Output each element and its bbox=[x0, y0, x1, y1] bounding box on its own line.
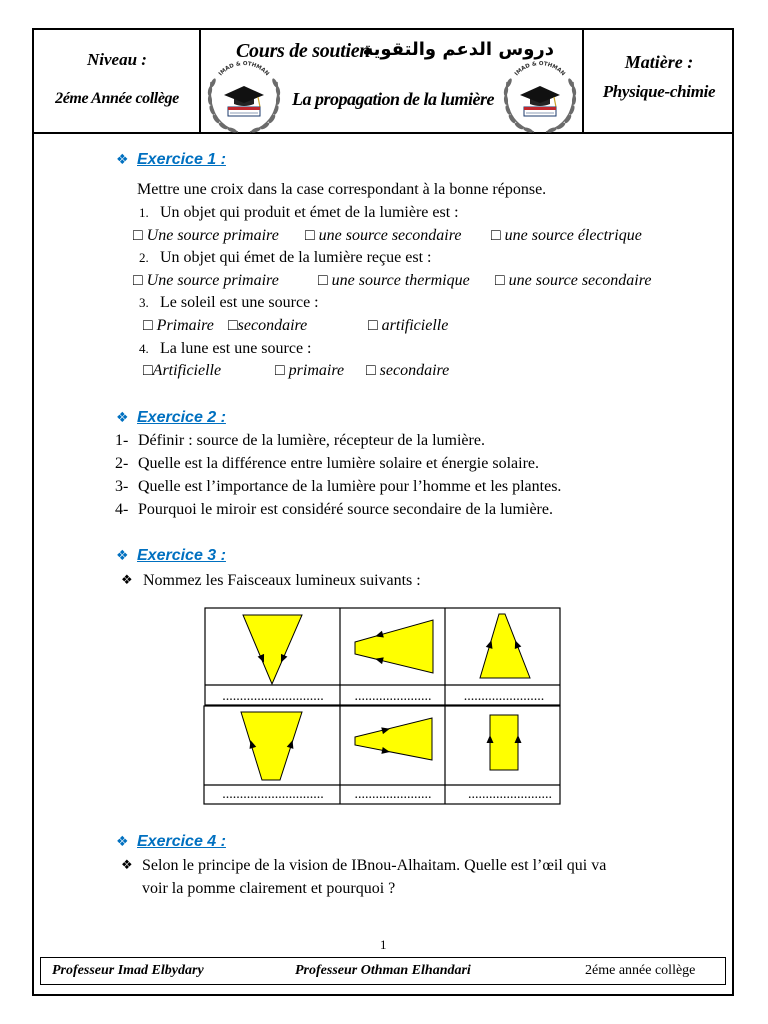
book-icon bbox=[524, 107, 556, 116]
diamond-bullet-icon: ❖ bbox=[121, 858, 133, 873]
exercise-2-title: Exercice 2 : bbox=[137, 409, 226, 426]
converging-beam-left bbox=[355, 620, 433, 673]
question-number: 4. bbox=[139, 341, 149, 356]
answer-blank: ...................... bbox=[354, 787, 432, 802]
logo-lettering: IMAD & OTHMAN bbox=[513, 61, 567, 78]
footer-level: 2éme année collège bbox=[585, 963, 696, 978]
book-icon bbox=[228, 107, 260, 116]
diamond-bullet-icon: ❖ bbox=[116, 834, 129, 850]
lesson-title: La propagation de la lumière bbox=[292, 89, 494, 109]
question-number: 1. bbox=[139, 205, 149, 220]
diamond-bullet-icon: ❖ bbox=[116, 410, 129, 426]
graduation-cap-icon bbox=[224, 86, 264, 107]
item-text: Définir : source de la lumière, récepteur de la lumière. bbox=[138, 432, 485, 449]
level-value: 2éme Année collège bbox=[55, 90, 179, 107]
exercise-1-instruction: Mettre une croix dans la case correspondant à la bonne réponse. bbox=[137, 181, 547, 198]
item-number: 1- bbox=[115, 432, 129, 449]
school-logo-right bbox=[499, 58, 581, 134]
answer-blank: ............................. bbox=[222, 689, 324, 704]
parallel-beam-up bbox=[490, 715, 518, 770]
school-logo-left bbox=[203, 58, 285, 134]
exercise-1-title: Exercice 1 : bbox=[137, 151, 226, 168]
answer-option: □Artificielle bbox=[143, 362, 222, 379]
light-beam-table bbox=[198, 600, 568, 810]
answer-option: □ une source secondaire bbox=[305, 227, 462, 244]
answer-blank: ........................ bbox=[468, 787, 552, 802]
diamond-bullet-icon: ❖ bbox=[116, 548, 129, 564]
graduation-cap-icon bbox=[520, 86, 560, 107]
exercise-4-question-line: voir la pomme clairement et pourquoi ? bbox=[142, 880, 396, 897]
answer-option: □ Une source primaire bbox=[133, 272, 279, 289]
page-number: 1 bbox=[380, 937, 387, 952]
question-text: Un objet qui émet de la lumière reçue est : bbox=[160, 249, 432, 266]
answer-option: □secondaire bbox=[228, 317, 308, 334]
course-title-arabic: دروس الدعم والتقوية bbox=[362, 39, 554, 60]
question-text: La lune est une source : bbox=[160, 340, 312, 357]
question-number: 2. bbox=[139, 250, 149, 265]
answer-option: □ Primaire bbox=[143, 317, 214, 334]
diamond-bullet-icon: ❖ bbox=[116, 152, 129, 168]
exercise-4-title: Exercice 4 : bbox=[137, 833, 226, 850]
item-number: 2- bbox=[115, 455, 129, 472]
footer-teacher-2: Professeur Othman Elhandari bbox=[295, 963, 471, 978]
exercise-3-instruction: Nommez les Faisceaux lumineux suivants : bbox=[143, 572, 421, 589]
answer-option: □ une source thermique bbox=[318, 272, 470, 289]
answer-option: □ une source électrique bbox=[491, 227, 642, 244]
answer-blank: ...................... bbox=[354, 689, 432, 704]
footer-teacher-1: Professeur Imad Elbydary bbox=[52, 963, 204, 978]
answer-option: □ primaire bbox=[275, 362, 345, 379]
item-text: Pourquoi le miroir est considéré source secondaire de la lumière. bbox=[138, 501, 553, 518]
item-number: 4- bbox=[115, 501, 129, 518]
answer-option: □ une source secondaire bbox=[495, 272, 652, 289]
item-text: Quelle est l’importance de la lumière pour l’homme et les plantes. bbox=[138, 478, 562, 495]
diverging-beam-right bbox=[355, 718, 432, 760]
item-number: 3- bbox=[115, 478, 129, 495]
question-text: Un objet qui produit et émet de la lumière est : bbox=[160, 204, 459, 221]
answer-blank: ............................. bbox=[222, 787, 324, 802]
converging-beam-down bbox=[243, 615, 302, 684]
subject-label: Matière : bbox=[624, 52, 694, 72]
logo-lettering: IMAD & OTHMAN bbox=[217, 61, 271, 78]
answer-option: □ artificielle bbox=[368, 317, 449, 334]
course-title: Cours de soutien bbox=[236, 40, 371, 62]
exercise-4-question-line: Selon le principe de la vision de IBnou-Alhaitam. Quelle est l’œil qui va bbox=[142, 857, 607, 874]
diamond-bullet-icon: ❖ bbox=[121, 573, 133, 588]
answer-option: □ secondaire bbox=[366, 362, 450, 379]
subject-value: Physique-chimie bbox=[602, 82, 716, 101]
item-text: Quelle est la différence entre lumière solaire et énergie solaire. bbox=[138, 455, 539, 472]
question-text: Le soleil est une source : bbox=[160, 294, 319, 311]
exercise-3-title: Exercice 3 : bbox=[137, 547, 226, 564]
header-bottom-rule bbox=[32, 132, 734, 134]
header-divider-left bbox=[199, 28, 201, 133]
answer-option: □ Une source primaire bbox=[133, 227, 279, 244]
question-number: 3. bbox=[139, 295, 149, 310]
answer-blank: ....................... bbox=[463, 689, 545, 704]
level-label: Niveau : bbox=[87, 50, 147, 69]
